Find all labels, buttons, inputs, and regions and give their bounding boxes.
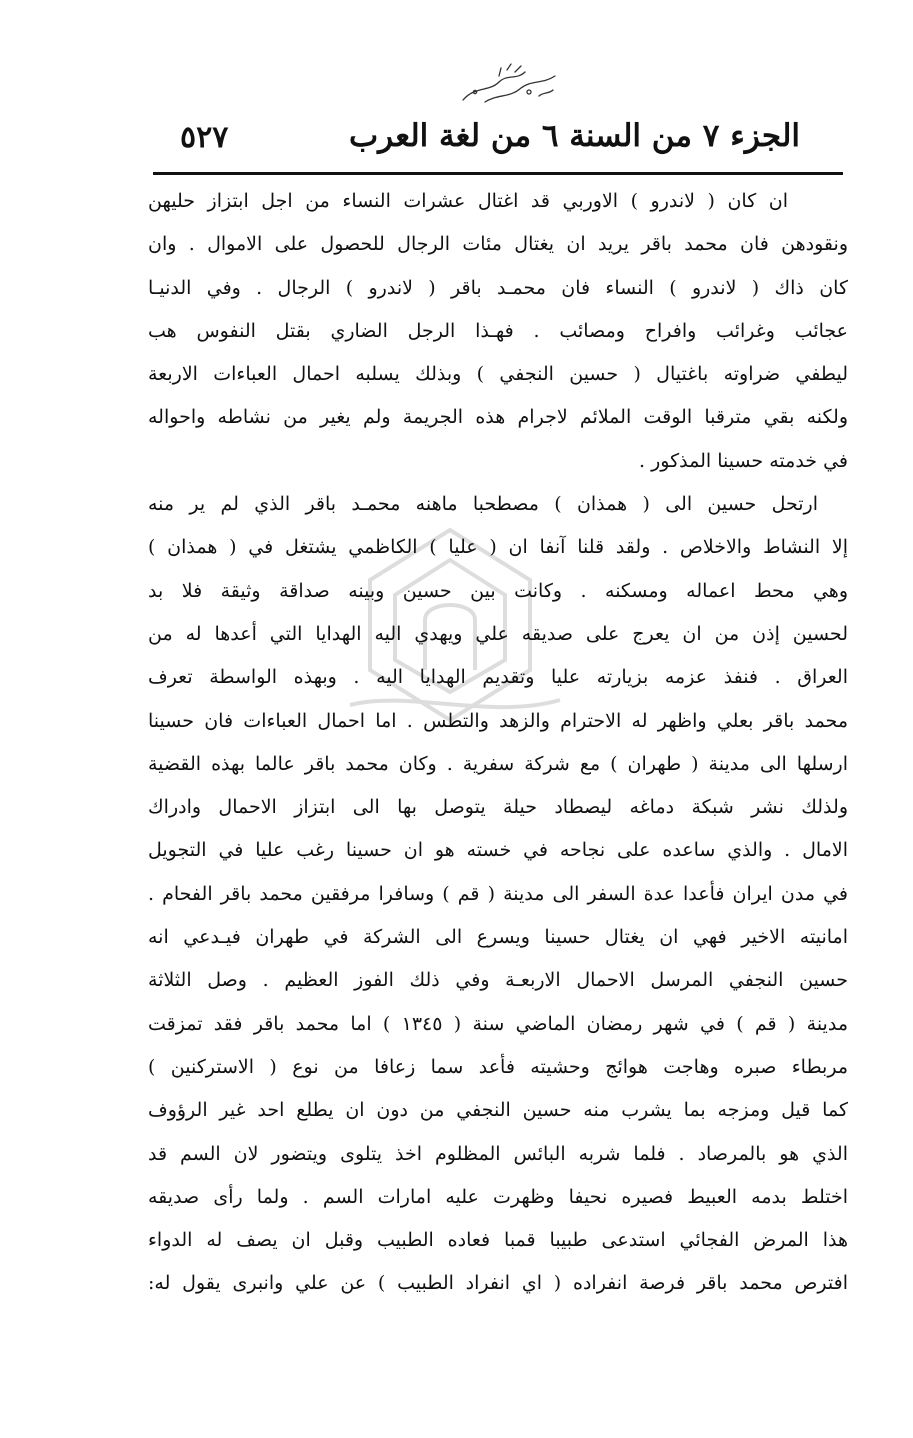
text-line: امانيته الاخير فهي ان يغتال حسينا ويسرع الى الشركة في طهران فيـدعي انه [148, 926, 848, 949]
text-line: مدينة ( قم ) في شهر رمضان الماضي سنة ( ١٣٤٥ ) اما محمد باقر فقد تمزقت [148, 1012, 848, 1035]
text-line: كما قيل ومزجه بما يشرب منه حسين النجفي من دون ان يطلع احد غير الرؤوف [148, 1099, 848, 1122]
text-line: عجائب وغرائب وافراح ومصائب . فهـذا الرجل الضاري بقتل النفوس هب [148, 319, 848, 342]
text-line: العراق . فنفذ عزمه بزيارته عليا وتقديم الهدايا اليه . وبهذه الواسطة تعرف [148, 666, 848, 689]
text-line: مربطاء صبره وهاجت هوائج وحشيته فأعد سما زعافا من نوع ( الاستركنين ) [148, 1055, 848, 1078]
text-line: ولذلك نشر شبكة دماغه ليصطاد حيلة يتوصل بها الى ابتزاز الاحمال وادراك [148, 796, 848, 819]
text-line: في مدن ايران فأعدا عدة السفر الى مدينة ( قم ) وسافرا مرفقين محمد باقر الفحام . [148, 882, 848, 905]
text-line: اختلط بدمه العبيط فصيره نحيفا وظهرت عليه امارات السم . ولما رأى صديقه [148, 1185, 848, 1208]
text-line: ان كان ( لاندرو ) الاوربي قد اغتال عشرات النساء من اجل ابتزاز حليهن [148, 190, 788, 212]
text-line: لحسين إذن من ان يعرج على صديقه علي ويهدي اليه الهدايا التي أعدها له من [148, 622, 848, 645]
text-line: ارسلها الى مدينة ( طهران ) مع شركة سفرية . وكان محمد باقر عالما بهذه القضية [148, 752, 848, 775]
text-line: ولكنه بقي مترقبا الوقت الملائم لاجرام هذه الجريمة ولم يغير من نشاطه واحواله [148, 406, 848, 429]
text-line: ونقودهن فان محمد باقر يريد ان يغتال مئات الرجال للحصول على الاموال . وان [148, 233, 848, 256]
text-line: الامال . والذي ساعده على نجاحه في خسته هو ان حسينا رغب عليا في التجويل [148, 839, 848, 862]
text-line: هذا المرض الفجائي استدعى طبيبا قمبا فعاده الطبيب وقبل ان يصف له الدواء [148, 1229, 848, 1252]
text-line: إلا النشاط والاخلاص . ولقد قلنا آنفا ان ( عليا ) الكاظمي يشتغل في ( همذان ) [148, 536, 848, 559]
text-line: حسين النجفي المرسل الاحمال الاربعـة وفي ذلك الفوز العظيم . وصل الثلاثة [148, 969, 848, 992]
body-text [148, 180, 848, 1306]
text-line: كان ذاك ( لاندرو ) النساء فان محمـد باقر ( لاندرو ) الرجال . وفي الدنيـا [148, 276, 848, 299]
header-rule [153, 172, 843, 175]
text-line: ليطفي ضراوته باغتيال ( حسين النجفي ) وبذلك يسلبه احمال العباءات الاربعة [148, 363, 848, 386]
page-number: ٥٢٧ [180, 120, 229, 155]
text-line: وهي محط اعماله ومسكنه . وكانت بين حسين وبينه صداقة وثيقة فلا بد [148, 579, 848, 602]
text-line: في خدمته حسينا المذكور . [639, 449, 848, 472]
running-title: الجزء ٧ من السنة ٦ من لغة العرب [348, 118, 800, 154]
text-line: محمد باقر بعلي واظهر له الاحترام والزهد والتطس . اما احمال العباءات فان حسينا [148, 709, 848, 732]
text-line: الذي هو بالمرصاد . فلما شربه البائس المظلوم اخذ يتلوى ويتضور لان السم قد [148, 1142, 848, 1165]
decorative-ornament-icon [455, 62, 565, 107]
text-line: افترص محمد باقر فرصة انفراده ( اي انفراد الطبيب ) عن علي وانبرى يقول له: [148, 1272, 848, 1295]
text-line: ارتحل حسين الى ( همذان ) مصطحبا ماهنه محمـد باقر الذي لم ير منه [148, 493, 818, 516]
page-header [180, 110, 840, 166]
